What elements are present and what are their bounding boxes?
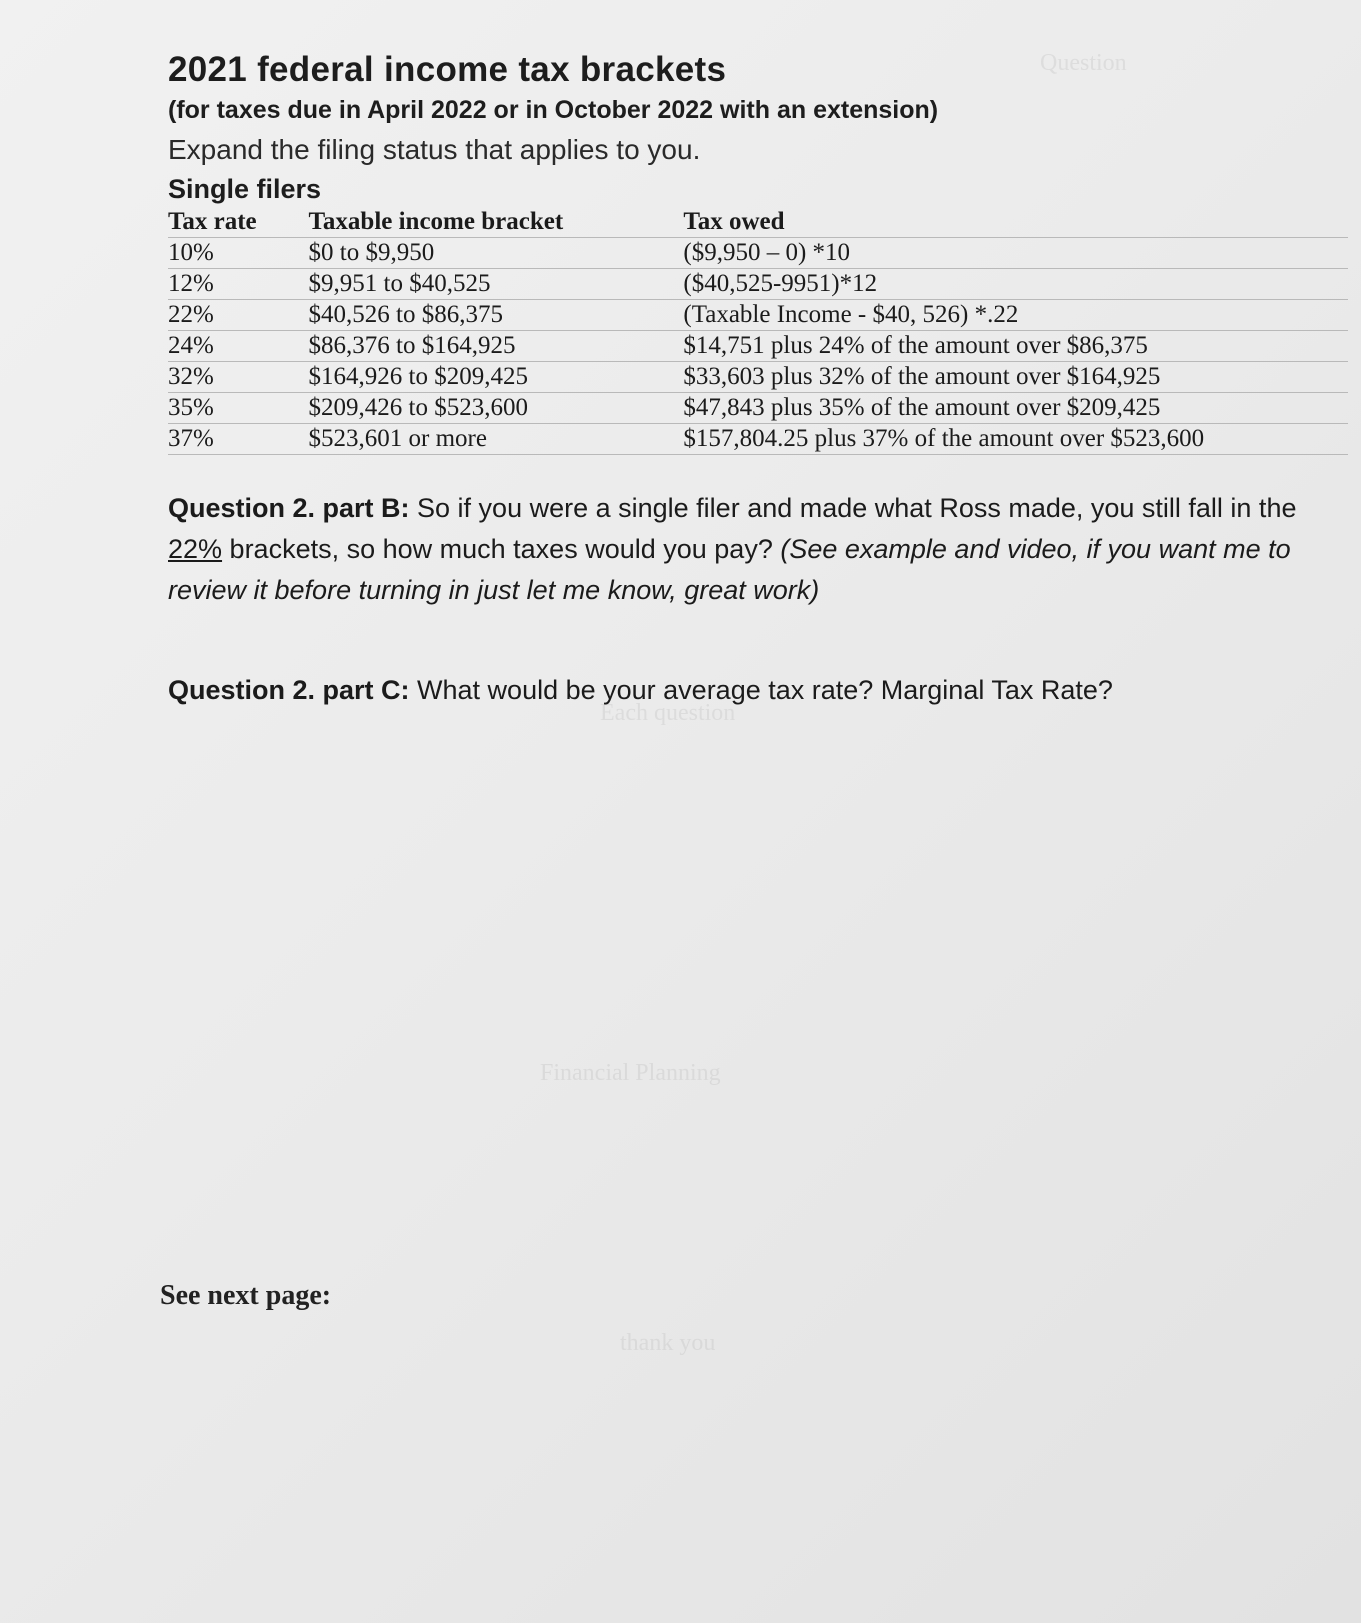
bracket-cell: $164,926 to $209,425 (309, 362, 684, 393)
question-2b-label: Question 2. part B: (168, 493, 410, 523)
bleed-through-text: thank you (620, 1330, 716, 1356)
bracket-cell: $9,951 to $40,525 (309, 269, 684, 300)
owed-cell: ($40,525-9951)*12 (683, 269, 1348, 300)
table-row (168, 300, 1348, 331)
bracket-cell: $86,376 to $164,925 (309, 331, 684, 362)
rate-cell: 10% (168, 238, 309, 269)
rate-cell: 37% (168, 424, 309, 455)
table-row (168, 393, 1348, 424)
bracket-cell: $0 to $9,950 (309, 238, 684, 269)
document-title: 2021 federal income tax brackets (168, 50, 727, 89)
question-2b-note: (See example and video, if you want me to review it before turning in just let me know, great work) (168, 534, 1291, 605)
table-row (168, 238, 1348, 269)
rate-cell: 22% (168, 300, 309, 331)
document-subtitle: (for taxes due in April 2022 or in October 2022 with an extension) (168, 96, 939, 124)
table-row (168, 424, 1348, 455)
rate-cell: 12% (168, 269, 309, 300)
see-next-page: See next page: (160, 1280, 332, 1311)
owed-cell: $14,751 plus 24% of the amount over $86,375 (683, 331, 1348, 362)
bracket-cell: $40,526 to $86,375 (309, 300, 684, 331)
header-taxable-income-bracket: Taxable income bracket (309, 207, 684, 238)
owed-cell: $157,804.25 plus 37% of the amount over $523,600 (683, 424, 1348, 455)
owed-cell: $47,843 plus 35% of the amount over $209,425 (683, 393, 1348, 424)
bracket-cell: $523,601 or more (309, 424, 684, 455)
question-2b-text-2: brackets, so how much taxes would you pay? (222, 534, 781, 564)
question-2b-text-1: So if you were a single filer and made what Ross made, you still fall in the (409, 493, 1297, 523)
question-2b-underlined: 22% (168, 534, 223, 564)
owed-cell: $33,603 plus 32% of the amount over $164,925 (683, 362, 1348, 393)
table-row (168, 269, 1348, 300)
question-2c-text: What would be your average tax rate? Marginal Tax Rate? (409, 675, 1113, 705)
table-row (168, 362, 1348, 393)
question-2b (168, 488, 1318, 611)
bracket-cell: $209,426 to $523,600 (309, 393, 684, 424)
header-tax-rate: Tax rate (168, 207, 309, 238)
bleed-through-text: Financial Planning (540, 1060, 721, 1086)
table-header-row (168, 207, 1348, 238)
section-title-single-filers: Single filers (168, 174, 322, 204)
owed-cell: (Taxable Income - $40, 526) *.22 (683, 300, 1348, 331)
question-2c-label: Question 2. part C: (168, 675, 410, 705)
tax-bracket-table (168, 207, 1348, 455)
rate-cell: 35% (168, 393, 309, 424)
question-2c (168, 670, 1338, 711)
bleed-through-text: Each question (600, 700, 736, 726)
header-tax-owed: Tax owed (683, 207, 1348, 238)
bleed-through-text: Question (1040, 50, 1127, 76)
table-row (168, 331, 1348, 362)
instruction-text: Expand the filing status that applies to you. (168, 134, 701, 165)
owed-cell: ($9,950 – 0) *10 (683, 238, 1348, 269)
rate-cell: 32% (168, 362, 309, 393)
rate-cell: 24% (168, 331, 309, 362)
